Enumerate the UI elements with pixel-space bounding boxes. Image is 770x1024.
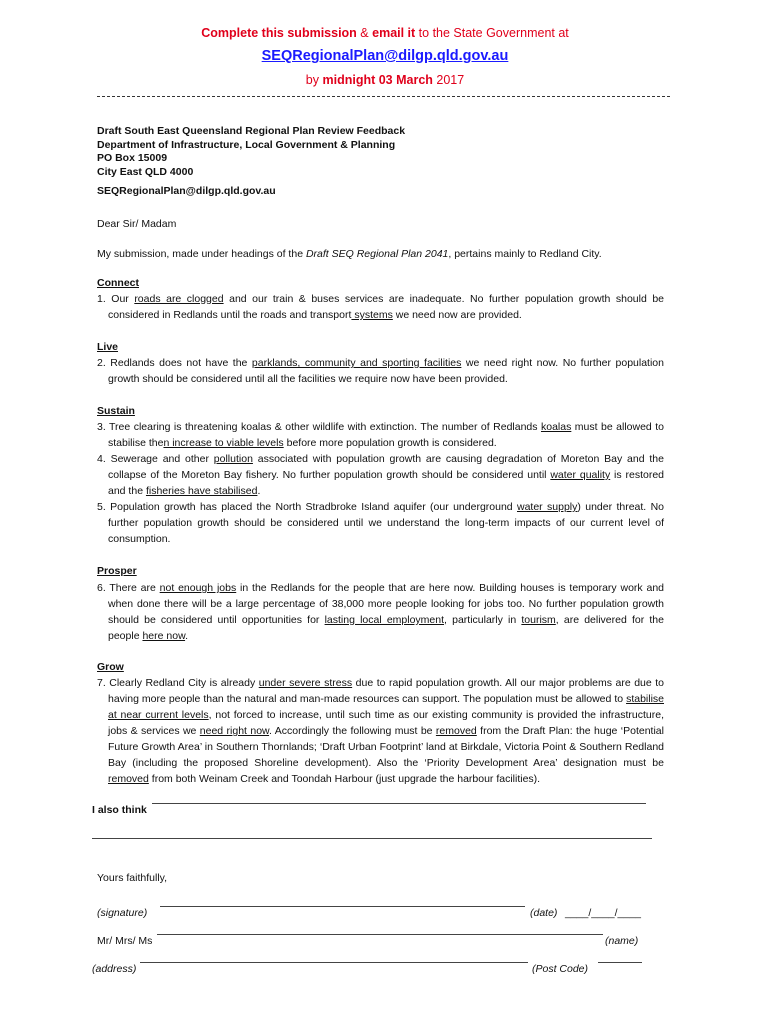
address-line-2: Department of Infrastructure, Local Government & Planning xyxy=(97,138,396,151)
instruction-line xyxy=(0,26,770,40)
name-prefix: Mr/ Mrs/ Ms xyxy=(97,935,153,947)
salutation: Dear Sir/ Madam xyxy=(97,218,177,230)
name-input-line[interactable] xyxy=(157,934,603,935)
item-1: 1. Our roads are clogged and our train & buses services are inadequate. No further population growth should be considered in Redlands until the roads and transport systems we need now are provided. xyxy=(97,293,664,321)
address-line-3: PO Box 15009 xyxy=(97,152,168,165)
address-input-line[interactable] xyxy=(140,962,528,963)
date-label: (date) xyxy=(530,907,558,919)
section-heading-prosper: Prosper xyxy=(97,565,137,577)
name-label: (name) xyxy=(605,935,639,947)
instruction-to-state: to the State Government at xyxy=(415,26,569,40)
plan-title: Draft SEQ Regional Plan 2041 xyxy=(305,248,449,260)
address-label: (address) xyxy=(92,963,137,975)
instruction-amp: & xyxy=(356,26,373,40)
section-heading-grow: Grow xyxy=(97,661,124,673)
item-3: 3. Tree clearing is threatening koalas & other wildlife with extinction. The number of Redlands koalas must be allowed to stabilise then increase to viable levels before more population growth is considered. xyxy=(97,421,664,449)
date-input[interactable]: ____/____/____ xyxy=(565,907,641,919)
postcode-input-line[interactable] xyxy=(598,962,642,963)
section-heading-connect: Connect xyxy=(97,277,139,289)
section-heading-live: Live xyxy=(97,341,119,353)
deadline-year: 2017 xyxy=(432,73,465,87)
address-line-1: Draft South East Queensland Regional Plan Review Feedback xyxy=(97,125,406,137)
item-6: 6. There are not enough jobs in the Redlands for the people that are here now. Building houses is temporary work and when done there will be a large percentage of 38,000 more people looking for jobs too. No further population growth should be considered until opportunities for lasting local employment, particularly in tourism, are delivered for the people here now. xyxy=(97,582,665,642)
also-think-input-line-1[interactable] xyxy=(152,803,646,804)
instruction-complete: Complete this submission xyxy=(201,26,357,40)
deadline-by: by xyxy=(305,73,323,87)
closing: Yours faithfully, xyxy=(97,872,168,884)
submission-email-link[interactable]: SEQRegionalPlan@dilgp.qld.gov.au xyxy=(261,48,509,64)
deadline-line xyxy=(0,73,770,87)
also-think-label: I also think xyxy=(92,804,147,816)
signature-input-line[interactable] xyxy=(160,906,525,907)
section-heading-sustain: Sustain xyxy=(97,405,135,417)
item-7: 7. Clearly Redland City is already under severe stress due to rapid population growth. All our major problems are due to having more people than the natural and man-made resources can support. The population must be allowed to stabilise at near current levels, not forced to increase, until such time as our existing community is provided the infrastructure, jobs & services we need right now. Accordingly the following must be removed from the Draft Plan: the huge ‘Potential Future Growth Area’ in Southern Thornlands; ‘Draft Urban Footprint’ land at Birkdale, Victoria Point & Southern Redland Bay (including the proposed Shoreline development). Also the ‘Priority Development Area’ designation must be removed from both Weinam Creek and Toondah Harbour (just upgrade the harbour facilities). xyxy=(97,677,664,785)
item-5: 5. Population growth has placed the North Stradbroke Island aquifer (our underground water supply) under threat. No further population growth should be considered until we understand the long-term impacts of our current level of consumption. xyxy=(97,501,664,545)
item-4: 4. Sewerage and other pollution associated with population growth are causing degradation of Moreton Bay and the collapse of the Moreton Bay fishery. No further population growth should be considered until water quality is restored and the fisheries have stabilised. xyxy=(97,453,665,497)
signature-label: (signature) xyxy=(97,907,148,919)
also-think-input-line-2[interactable] xyxy=(92,838,652,839)
instruction-email-it: email it xyxy=(372,26,416,40)
deadline-date: midnight 03 March xyxy=(322,73,433,87)
item-2: 2. Redlands does not have the parklands, community and sporting facilities we need right now. No further population growth should be considered until all the facilities we require now have been provided. xyxy=(97,357,664,385)
recipient-address xyxy=(97,125,667,180)
dashed-divider xyxy=(97,96,670,97)
intro-paragraph: My submission, made under headings of the Draft SEQ Regional Plan 2041, pertains mainly to Redland City. xyxy=(97,248,602,260)
postcode-label: (Post Code) xyxy=(532,963,589,975)
address-line-4: City East QLD 4000 xyxy=(97,166,194,179)
recipient-email: SEQRegionalPlan@dilgp.qld.gov.au xyxy=(97,185,276,197)
